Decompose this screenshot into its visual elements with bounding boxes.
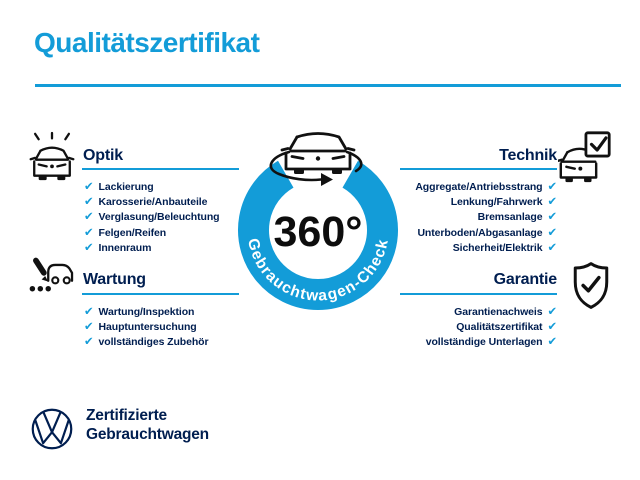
check-icon: ✔	[547, 178, 557, 193]
checklist-optik	[84, 179, 219, 255]
title-divider	[35, 84, 621, 87]
item-label: Aggregate/Antriebsstrang	[415, 180, 543, 193]
section-title-optik: Optik	[83, 147, 123, 164]
checklist-technik	[415, 179, 557, 255]
checklist-item	[84, 179, 219, 194]
check-icon: ✔	[547, 334, 557, 349]
section-divider-wartung	[82, 293, 239, 295]
checklist-item	[84, 335, 208, 350]
car-checkbox-icon	[558, 130, 612, 184]
checklist-item	[415, 179, 557, 194]
item-label: Sicherheit/Elektrik	[452, 241, 543, 254]
check-icon: ✔	[84, 319, 94, 334]
shield-check-icon	[570, 261, 612, 310]
item-label: Bremsanlage	[477, 211, 543, 224]
check-icon: ✔	[84, 194, 94, 209]
footer-brand-label	[86, 406, 209, 444]
check-icon: ✔	[84, 224, 94, 239]
page-title: Qualitätszertifikat	[34, 27, 260, 58]
item-label: Hauptuntersuchung	[98, 320, 197, 333]
footer-line1: Zertifizierte	[86, 407, 167, 424]
checklist-garantie	[426, 304, 557, 350]
item-label: Garantienachweis	[454, 305, 543, 318]
checklist-item	[84, 225, 219, 240]
checklist-item	[456, 319, 557, 334]
section-title-technik: Technik	[499, 147, 557, 164]
item-label: Innenraum	[98, 241, 152, 254]
section-divider-garantie	[400, 293, 557, 295]
vw-logo	[30, 407, 74, 451]
item-label: vollständige Unterlagen	[425, 336, 543, 349]
rotation-arrowhead	[321, 173, 333, 186]
section-title-garantie: Garantie	[493, 271, 557, 288]
check-icon: ✔	[547, 209, 557, 224]
item-label: Lackierung	[98, 180, 154, 193]
item-label: Felgen/Reifen	[98, 226, 167, 239]
item-label: Verglasung/Beleuchtung	[98, 211, 220, 224]
service-pen-car-icon	[26, 257, 74, 294]
check-icon: ✔	[547, 194, 557, 209]
checklist-item	[84, 304, 208, 319]
badge-ring-label: Gebrauchtwagen-Check	[243, 236, 392, 305]
check-icon: ✔	[547, 224, 557, 239]
item-label: Karosserie/Anbauteile	[98, 195, 208, 208]
check-icon: ✔	[547, 240, 557, 255]
item-label: Qualitätszertifikat	[456, 320, 543, 333]
checklist-item	[417, 225, 557, 240]
section-divider-optik	[82, 168, 239, 170]
360-check-badge	[226, 118, 410, 324]
check-icon: ✔	[547, 303, 557, 318]
section-title-wartung: Wartung	[83, 271, 146, 288]
checklist-item	[426, 335, 557, 350]
checklist-item	[84, 210, 219, 225]
check-icon: ✔	[84, 334, 94, 349]
check-icon: ✔	[547, 319, 557, 334]
checklist-item	[453, 240, 557, 255]
badge-value: 360°	[273, 208, 363, 256]
check-icon: ✔	[84, 303, 94, 318]
item-label: Unterboden/Abgasanlage	[417, 226, 543, 239]
checklist-item	[454, 304, 557, 319]
shiny-car-front-icon	[28, 131, 76, 183]
check-icon: ✔	[84, 178, 94, 193]
footer-line2: Gebrauchtwagen	[86, 426, 209, 443]
checklist-item	[84, 194, 219, 209]
checklist-wartung	[84, 304, 208, 350]
checklist-item	[84, 319, 208, 334]
item-label: Lenkung/Fahrwerk	[450, 195, 543, 208]
checklist-item	[451, 194, 557, 209]
item-label: vollständiges Zubehör	[98, 336, 209, 349]
check-icon: ✔	[84, 240, 94, 255]
checklist-item	[478, 210, 557, 225]
item-label: Wartung/Inspektion	[98, 305, 195, 318]
section-divider-technik	[400, 168, 557, 170]
check-icon: ✔	[84, 209, 94, 224]
checklist-item	[84, 240, 219, 255]
